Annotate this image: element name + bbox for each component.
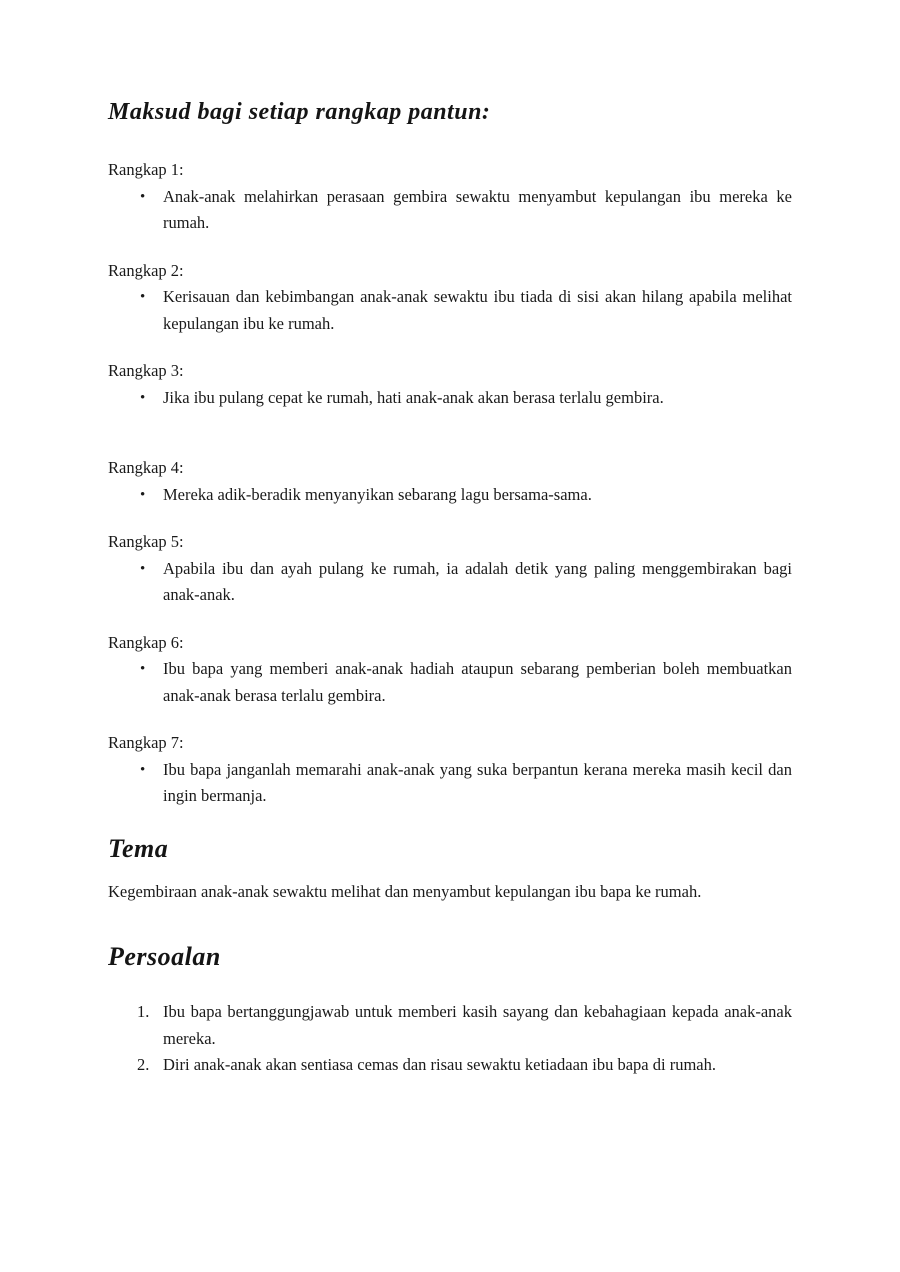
bullet-item xyxy=(108,482,792,509)
item-number: 2. xyxy=(137,1055,150,1074)
rangkap-section-4 xyxy=(108,455,792,508)
item-text: Ibu bapa bertanggungjawab untuk memberi kasih sayang dan kebahagiaan kepada anak-anak mereka. xyxy=(163,1002,792,1048)
numbered-item-2 xyxy=(108,1052,792,1079)
bullet-item xyxy=(108,556,792,609)
rangkap-section-3 xyxy=(108,358,792,411)
bullet-text: Mereka adik-beradik menyanyikan sebarang lagu bersama-sama. xyxy=(163,484,592,504)
numbered-item-1 xyxy=(108,999,792,1052)
rangkap-label: Rangkap 6: xyxy=(108,632,184,652)
rangkap-section-1 xyxy=(108,157,792,237)
rangkap-label: Rangkap 2: xyxy=(108,260,184,280)
bullet-item xyxy=(108,757,792,810)
tema-text: Kegembiraan anak-anak sewaktu melihat dan menyambut kepulangan ibu bapa ke rumah. xyxy=(108,881,702,901)
rangkap-label: Rangkap 5: xyxy=(108,532,184,551)
page-title: Maksud bagi setiap rangkap pantun: xyxy=(108,99,491,125)
persoalan-heading: Persoalan xyxy=(108,942,221,971)
bullet-marker: • xyxy=(140,289,146,305)
item-text: Diri anak-anak akan sentiasa cemas dan risau sewaktu ketiadaan ibu bapa di rumah. xyxy=(163,1055,716,1074)
bullet-item xyxy=(108,656,792,709)
item-number: 1. xyxy=(137,1002,150,1021)
rangkap-section-6 xyxy=(108,630,792,710)
bullet-text: Kerisauan dan kebimbangan anak-anak sewaktu ibu tiada di sisi akan hilang apabila melihat kepulangan ibu ke rumah. xyxy=(163,287,792,333)
rangkap-section-2 xyxy=(108,258,792,338)
bullet-item xyxy=(108,385,792,412)
rangkap-label: Rangkap 4: xyxy=(108,458,184,477)
rangkap-label: Rangkap 1: xyxy=(108,160,184,179)
rangkap-section-7 xyxy=(108,730,792,810)
bullet-marker: • xyxy=(140,389,146,406)
bullet-marker: • xyxy=(140,560,146,577)
bullet-text: Ibu bapa janganlah memarahi anak-anak yang suka berpantun kerana mereka masih kecil dan ingin bermanja. xyxy=(163,759,792,805)
bullet-marker: • xyxy=(140,661,146,677)
bullet-item xyxy=(108,284,792,337)
bullet-marker: • xyxy=(140,486,146,503)
rangkap-label: Rangkap 3: xyxy=(108,361,184,380)
bullet-text: Anak-anak melahirkan perasaan gembira sewaktu menyambut kepulangan ibu mereka ke rumah. xyxy=(163,186,792,232)
bullet-item xyxy=(108,184,792,237)
tema-heading: Tema xyxy=(108,833,169,863)
bullet-text: Jika ibu pulang cepat ke rumah, hati anak-anak akan berasa terlalu gembira. xyxy=(163,387,664,407)
bullet-marker: • xyxy=(140,761,146,778)
rangkap-label: Rangkap 7: xyxy=(108,733,184,752)
bullet-marker: • xyxy=(140,188,146,205)
rangkap-section-5 xyxy=(108,529,792,609)
bullet-text: Ibu bapa yang memberi anak-anak hadiah ataupun sebarang pemberian boleh membuatkan anak-anak berasa terlalu gembira. xyxy=(163,659,792,705)
bullet-text: Apabila ibu dan ayah pulang ke rumah, ia adalah detik yang paling menggembirakan bagi anak-anak. xyxy=(163,558,792,604)
